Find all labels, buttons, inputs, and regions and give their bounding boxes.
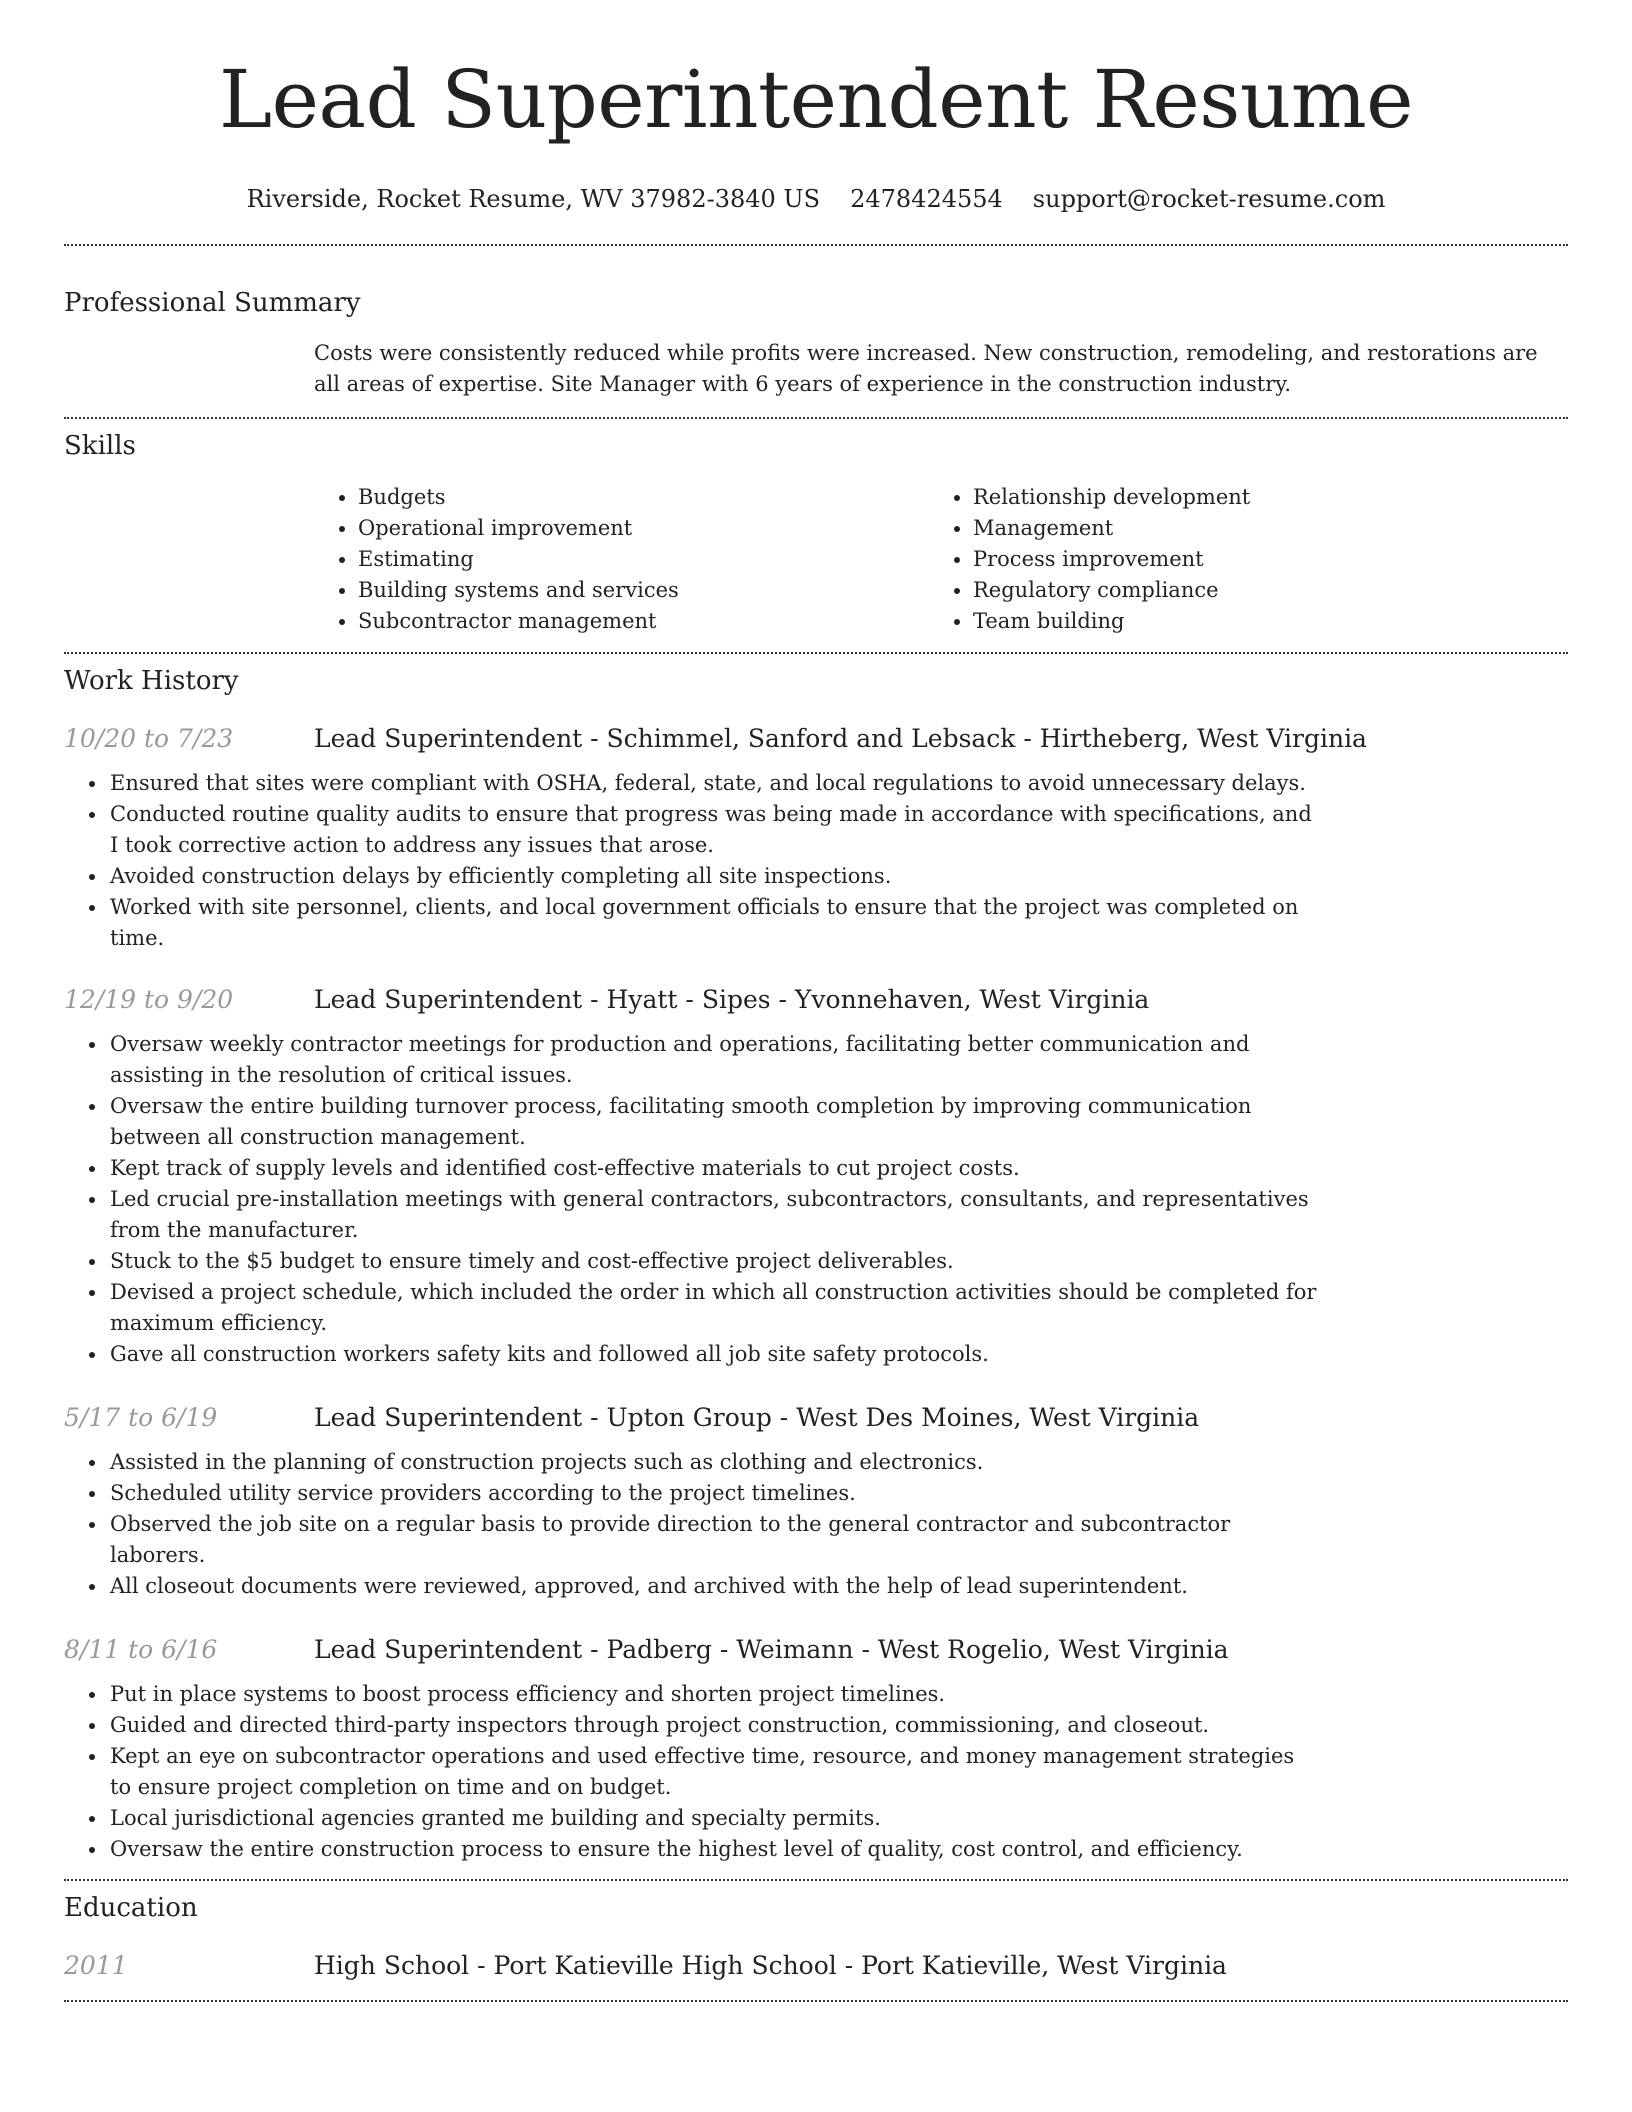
job-bullet: • Devised a project schedule, which included the order in which all construction activities should be completed for maximum efficiency. [108, 1277, 1318, 1339]
job-bullet: • Put in place systems to boost process efficiency and shorten project timelines. [108, 1679, 1318, 1710]
job-entry [64, 1633, 1568, 1865]
divider [64, 244, 1568, 246]
job-title: Lead Superintendent - Upton Group - West Des Moines, West Virginia [314, 1403, 1200, 1432]
job-bullet: • Assisted in the planning of construction projects such as clothing and electronics. [108, 1447, 1318, 1478]
resume-page [64, 0, 1568, 2002]
contact-line [64, 182, 1568, 216]
job-bullet: • Conducted routine quality audits to ensure that progress was being made in accordance with specifications, and I took corrective action to address any issues that arose. [108, 799, 1318, 861]
skill-item: • Subcontractor management [358, 606, 929, 637]
education-title: High School - Port Katieville High School - Port Katieville, West Virginia [314, 1951, 1227, 1980]
job-dates: 12/19 to 9/20 [64, 985, 234, 1014]
contact-email: support@rocket-resume.com [1032, 185, 1386, 213]
job-bullet: • Oversaw the entire building turnover process, facilitating smooth completion by improving communication between all construction management. [108, 1091, 1318, 1153]
job-bullets [64, 1447, 1318, 1602]
skills-list [314, 482, 1568, 637]
job-title: Lead Superintendent - Padberg - Weimann - West Rogelio, West Virginia [314, 1635, 1229, 1664]
job-entry [64, 983, 1568, 1370]
skill-item: • Process improvement [973, 544, 1544, 575]
job-bullet: • Worked with site personnel, clients, and local government officials to ensure that the project was completed on time. [108, 892, 1318, 954]
job-dates: 10/20 to 7/23 [64, 724, 234, 753]
job-bullet: • Kept track of supply levels and identified cost-effective materials to cut project costs. [108, 1153, 1318, 1184]
summary-text: Costs were consistently reduced while profits were increased. New construction, remodeling, and restorations are all areas of expertise. Site Manager with 6 years of experience in the construction industry. [314, 341, 1538, 396]
section-title-education: Education [64, 1893, 198, 1923]
job-bullet: • Avoided construction delays by efficiently completing all site inspections. [108, 861, 1318, 892]
job-dates: 5/17 to 6/19 [64, 1403, 218, 1432]
job-title: Lead Superintendent - Schimmel, Sanford and Lebsack - Hirtheberg, West Virginia [314, 724, 1367, 753]
job-bullets [64, 1679, 1318, 1865]
job-bullets [64, 1029, 1318, 1370]
skills-column-1 [314, 482, 929, 637]
divider [64, 417, 1568, 419]
skill-item: • Team building [973, 606, 1544, 637]
divider [64, 2000, 1568, 2002]
job-entry [64, 722, 1568, 954]
skill-item: • Regulatory compliance [973, 575, 1544, 606]
job-bullet: • Guided and directed third-party inspectors through project construction, commissioning, and closeout. [108, 1710, 1318, 1741]
skills-column-2 [929, 482, 1544, 637]
skill-item: • Management [973, 513, 1544, 544]
section-title-summary: Professional Summary [64, 288, 361, 318]
contact-phone: 2478424554 [850, 185, 1003, 213]
job-bullet: • Ensured that sites were compliant with OSHA, federal, state, and local regulations to avoid unnecessary delays. [108, 768, 1318, 799]
job-title: Lead Superintendent - Hyatt - Sipes - Yvonnehaven, West Virginia [314, 985, 1150, 1014]
section-title-skills: Skills [64, 431, 136, 461]
resume-title: Lead Superintendent Resume [218, 53, 1414, 146]
divider [64, 652, 1568, 654]
skill-item: • Operational improvement [358, 513, 929, 544]
job-entry [64, 1401, 1568, 1602]
job-bullet: • Local jurisdictional agencies granted me building and specialty permits. [108, 1803, 1318, 1834]
job-bullet: • Observed the job site on a regular basis to provide direction to the general contractor and subcontractor laborers. [108, 1509, 1318, 1571]
section-title-work-history: Work History [64, 666, 239, 696]
job-bullet: • Scheduled utility service providers according to the project timelines. [108, 1478, 1318, 1509]
job-bullet: • Led crucial pre-installation meetings with general contractors, subcontractors, consultants, and representatives from the manufacturer. [108, 1184, 1318, 1246]
job-bullet: • Gave all construction workers safety kits and followed all job site safety protocols. [108, 1339, 1318, 1370]
contact-address: Riverside, Rocket Resume, WV 37982-3840 US [246, 185, 821, 213]
skill-item: • Relationship development [973, 482, 1544, 513]
education-year: 2011 [64, 1951, 128, 1980]
skill-item: • Budgets [358, 482, 929, 513]
job-bullets [64, 768, 1318, 954]
job-bullet: • Oversaw the entire construction process to ensure the highest level of quality, cost control, and efficiency. [108, 1834, 1318, 1865]
skill-item: • Estimating [358, 544, 929, 575]
skill-item: • Building systems and services [358, 575, 929, 606]
job-bullet: • All closeout documents were reviewed, approved, and archived with the help of lead superintendent. [108, 1571, 1318, 1602]
job-bullet: • Stuck to the $5 budget to ensure timely and cost-effective project deliverables. [108, 1246, 1318, 1277]
job-dates: 8/11 to 6/16 [64, 1635, 218, 1664]
job-bullet: • Kept an eye on subcontractor operations and used effective time, resource, and money management strategies to ensure project completion on time and on budget. [108, 1741, 1318, 1803]
education-entry [64, 1949, 1568, 1983]
job-bullet: • Oversaw weekly contractor meetings for production and operations, facilitating better communication and assisting in the resolution of critical issues. [108, 1029, 1318, 1091]
divider [64, 1879, 1568, 1881]
